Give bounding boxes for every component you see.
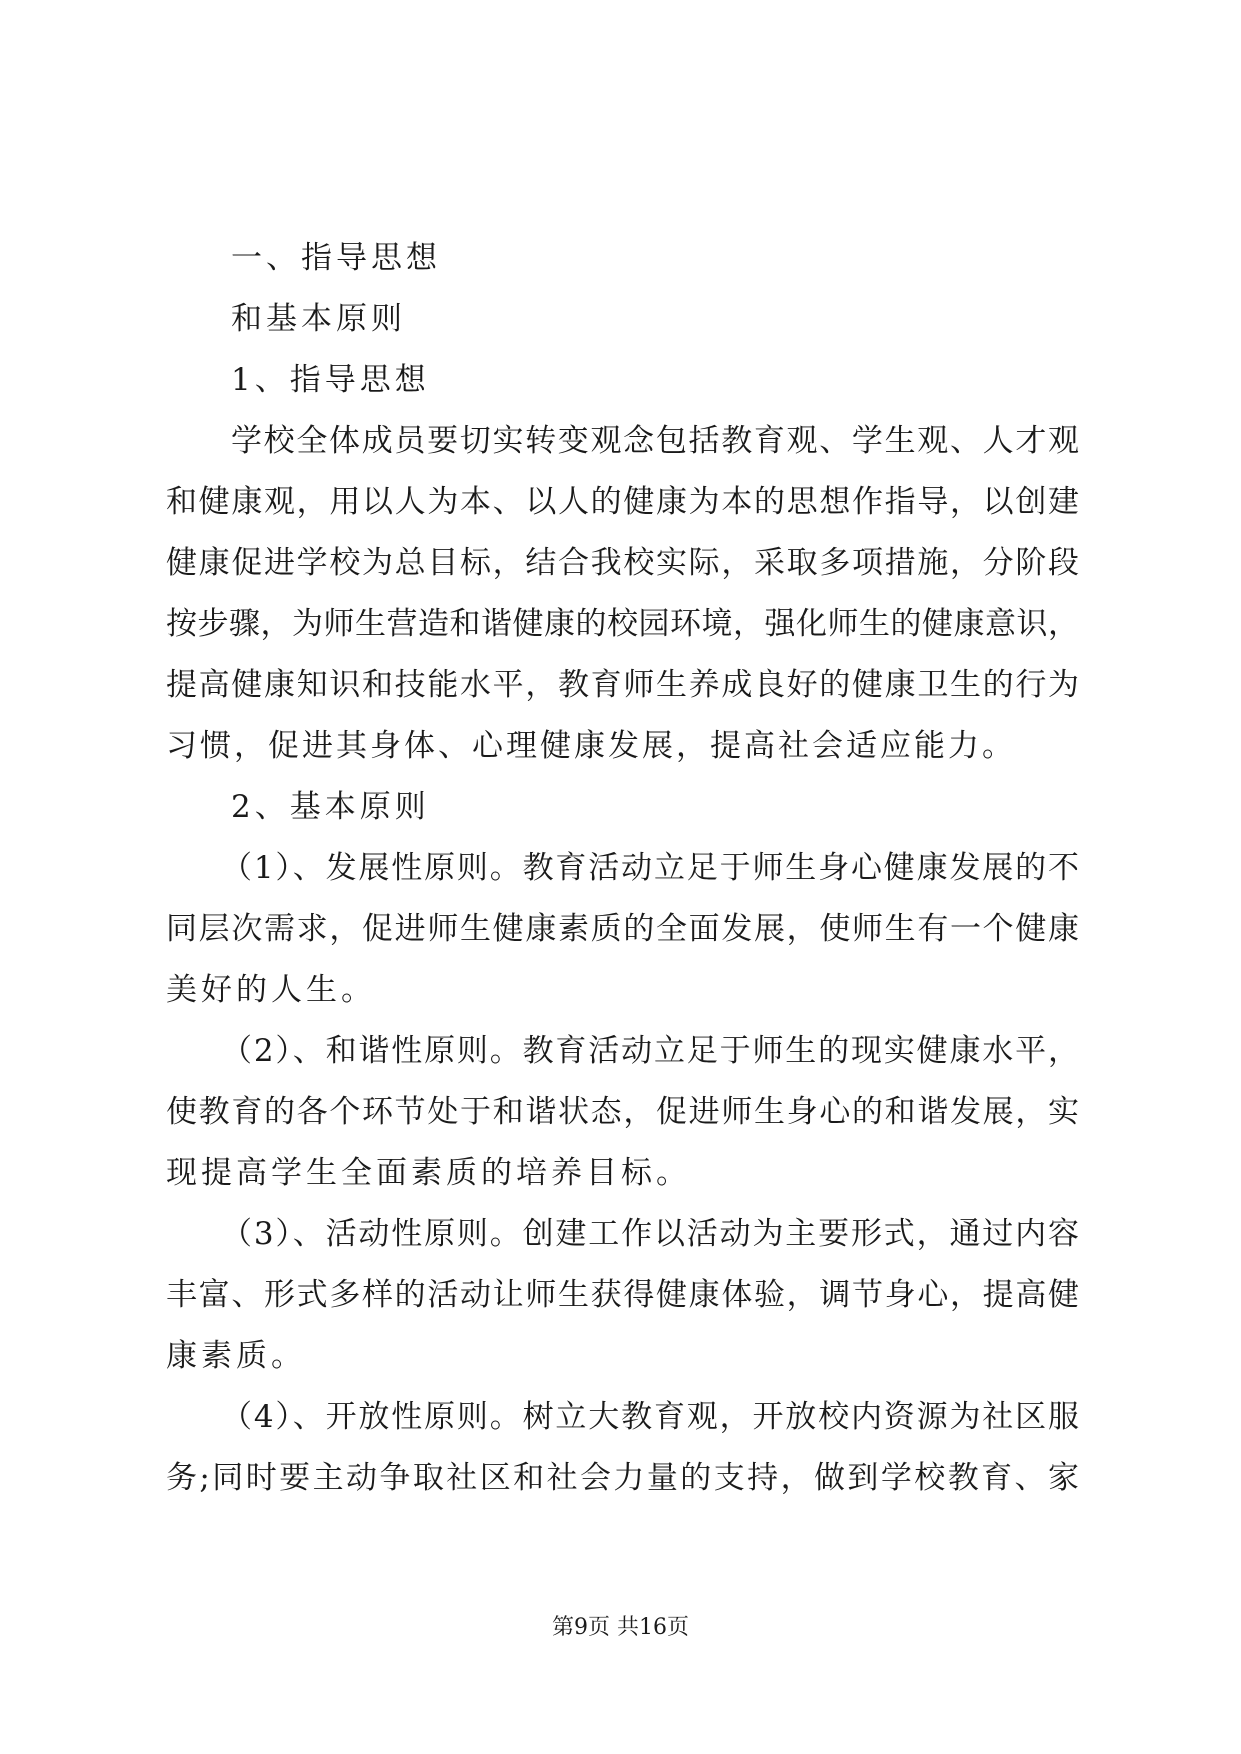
paragraph-line: 同层次需求，促进师生健康素质的全面发展，使师生有一个健康 (166, 911, 1079, 947)
paragraph-line: （1）、发展性原则。教育活动立足于师生身心健康发展的不 (221, 850, 1079, 886)
paragraph-line: 学校全体成员要切实转变观念包括教育观、学生观、人才观 (231, 423, 1079, 459)
section-heading-continuation: 和基本原则 (231, 301, 406, 337)
paragraph-line: 健康促进学校为总目标，结合我校实际，采取多项措施，分阶段 (166, 545, 1079, 581)
subsection-heading-guiding-ideology: 1、指导思想 (231, 362, 430, 398)
paragraph-line: 使教育的各个环节处于和谐状态，促进师生身心的和谐发展，实 (166, 1094, 1079, 1130)
section-heading: 一、指导思想 (231, 240, 441, 276)
paragraph-line: 提高健康知识和技能水平，教育师生养成良好的健康卫生的行为 (166, 667, 1079, 703)
paragraph-line: 习惯，促进其身体、心理健康发展，提高社会适应能力。 (166, 728, 1016, 764)
paragraph-line: 和健康观，用以人为本、以人的健康为本的思想作指导，以创建 (166, 484, 1079, 520)
paragraph-line: 按步骤，为师生营造和谐健康的校园环境，强化师生的健康意识， (166, 606, 1079, 642)
paragraph-line: 美好的人生。 (166, 972, 376, 1008)
paragraph-line: （4）、开放性原则。树立大教育观，开放校内资源为社区服 (221, 1399, 1079, 1435)
paragraph-line: （2）、和谐性原则。教育活动立足于师生的现实健康水平， (221, 1033, 1079, 1069)
paragraph-line: 丰富、形式多样的活动让师生获得健康体验，调节身心，提高健 (166, 1277, 1079, 1313)
paragraph-line: 康素质。 (166, 1338, 306, 1374)
paragraph-line: （3）、活动性原则。创建工作以活动为主要形式，通过内容 (221, 1216, 1079, 1252)
subsection-heading-basic-principles: 2、基本原则 (231, 789, 430, 825)
paragraph-line: 现提高学生全面素质的培养目标。 (166, 1155, 691, 1191)
page-number-footer: 第9页 共16页 (552, 1615, 689, 1640)
paragraph-line: 务;同时要主动争取社区和社会力量的支持，做到学校教育、家 (166, 1460, 1079, 1496)
